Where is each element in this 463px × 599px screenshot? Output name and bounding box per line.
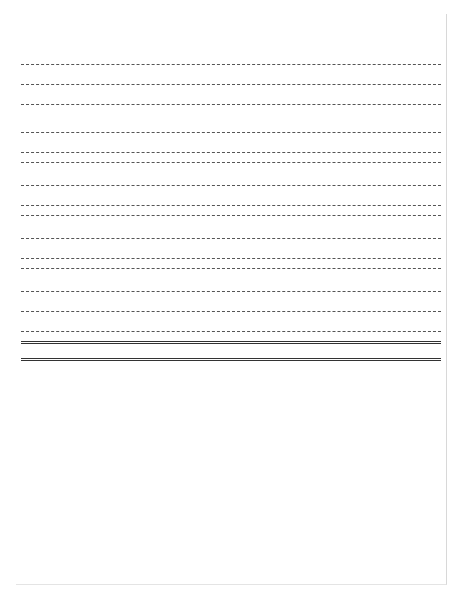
section-subtotal	[21, 334, 441, 339]
section-label-col1	[21, 231, 71, 236]
cell	[267, 251, 313, 256]
cell	[21, 208, 45, 213]
cell	[45, 77, 71, 82]
grand-total	[21, 346, 441, 356]
summary-qty	[155, 165, 191, 170]
cell	[155, 155, 171, 160]
summary-currency	[401, 271, 463, 276]
summary-amount	[287, 218, 333, 223]
cell	[71, 261, 125, 266]
column-header-rule	[21, 311, 441, 312]
cell	[71, 155, 125, 160]
section-label-row	[21, 231, 441, 236]
report-sheet	[21, 14, 441, 372]
summary-count	[191, 334, 287, 339]
summary-total	[333, 218, 401, 223]
section-label-row	[21, 284, 441, 289]
cell	[267, 198, 313, 203]
cell	[267, 261, 313, 266]
summary-count	[191, 165, 287, 170]
section-label-col1	[21, 284, 71, 289]
cell	[171, 155, 217, 160]
cell	[313, 324, 329, 329]
summary-count	[191, 271, 287, 276]
cell	[381, 77, 425, 82]
cell	[217, 77, 267, 82]
column-headers	[21, 299, 441, 309]
cell	[171, 145, 217, 150]
cell	[217, 261, 267, 266]
table-row	[21, 208, 441, 213]
cell	[313, 261, 329, 266]
cell	[329, 145, 381, 150]
summary-label	[21, 165, 155, 170]
cell	[267, 155, 313, 160]
cell	[217, 304, 267, 309]
cell	[45, 324, 71, 329]
cell	[171, 97, 217, 102]
cell	[171, 77, 217, 82]
cell	[155, 97, 171, 102]
summary-label	[21, 112, 155, 117]
report-subtitle	[21, 44, 441, 49]
summary-total	[333, 165, 401, 170]
cost-centre-section	[21, 125, 441, 170]
cell	[171, 324, 217, 329]
cell	[45, 304, 71, 309]
summary-qty	[155, 112, 191, 117]
report-sections	[21, 57, 441, 339]
cell	[125, 198, 155, 203]
cell	[381, 304, 425, 309]
subtotal-rule	[21, 215, 441, 216]
cell	[45, 97, 71, 102]
cell	[171, 251, 217, 256]
cell	[21, 261, 45, 266]
cell	[125, 97, 155, 102]
cell	[125, 304, 155, 309]
summary-label	[21, 271, 155, 276]
subtotal-rule	[21, 104, 441, 105]
section-label-rule	[21, 132, 441, 133]
summary-total	[333, 334, 401, 339]
section-label-row	[21, 57, 441, 62]
section-subtotal	[21, 112, 441, 117]
cell	[21, 304, 45, 309]
section-label-rule	[21, 185, 441, 186]
summary-qty	[155, 218, 191, 223]
summary-label	[21, 334, 155, 339]
cell	[125, 324, 155, 329]
summary-label	[21, 351, 155, 356]
cell	[125, 145, 155, 150]
column-header-rule	[21, 84, 441, 85]
cell	[155, 304, 171, 309]
section-label-row	[21, 178, 441, 183]
cell	[217, 198, 267, 203]
cell	[71, 324, 125, 329]
summary-qty	[155, 334, 191, 339]
summary-count	[191, 112, 287, 117]
cell	[217, 251, 267, 256]
cell	[313, 155, 329, 160]
cell	[155, 145, 171, 150]
summary-total	[333, 271, 401, 276]
table-row	[21, 97, 441, 102]
section-label-col1	[21, 178, 71, 183]
cost-centre-section	[21, 57, 441, 117]
cell	[313, 77, 329, 82]
header-meta-row	[291, 24, 441, 29]
summary-amount	[287, 334, 333, 339]
section-label-rule	[21, 64, 441, 65]
column-header-line-2	[21, 77, 441, 82]
cell	[45, 208, 71, 213]
section-label-col1	[21, 57, 71, 62]
cell	[329, 251, 381, 256]
cell	[267, 208, 313, 213]
cell	[155, 198, 171, 203]
cell	[125, 251, 155, 256]
section-label-rule	[21, 238, 441, 239]
subtotal-rule	[21, 331, 441, 332]
footer-note	[21, 367, 441, 372]
cell	[45, 261, 71, 266]
cell	[217, 97, 267, 102]
cell	[329, 304, 381, 309]
cell	[381, 261, 425, 266]
header-meta-key	[291, 24, 355, 29]
cell	[313, 304, 329, 309]
section-subtotal	[21, 271, 441, 276]
cell	[155, 251, 171, 256]
cell	[381, 324, 425, 329]
column-headers	[21, 72, 441, 82]
report-header	[21, 14, 441, 36]
cell	[329, 261, 381, 266]
cell	[71, 208, 125, 213]
cell	[125, 208, 155, 213]
table-row	[21, 324, 441, 329]
column-header-line-2	[21, 145, 441, 150]
cell	[313, 198, 329, 203]
cell	[329, 324, 381, 329]
section-subtotal	[21, 218, 441, 223]
subtotal-rule	[21, 162, 441, 163]
summary-count	[191, 218, 287, 223]
column-headers	[21, 193, 441, 203]
cell	[313, 97, 329, 102]
cell	[71, 251, 125, 256]
cell	[313, 208, 329, 213]
section-subtotal	[21, 165, 441, 170]
column-header-line-2	[21, 304, 441, 309]
column-header-line-2	[21, 251, 441, 256]
summary-currency	[401, 112, 463, 117]
cell	[21, 251, 45, 256]
cell	[329, 208, 381, 213]
summary-currency	[401, 165, 463, 170]
summary-currency	[401, 218, 463, 223]
cell	[217, 145, 267, 150]
summary-qty	[155, 351, 191, 356]
cell	[155, 324, 171, 329]
header-meta-value	[355, 24, 441, 29]
summary-amount	[287, 351, 333, 356]
summary-total	[333, 112, 401, 117]
cell	[171, 304, 217, 309]
column-header-rule	[21, 258, 441, 259]
summary-currency	[401, 334, 463, 339]
summary-qty	[155, 271, 191, 276]
summary-amount	[287, 165, 333, 170]
section-label-col1	[21, 125, 71, 130]
cell	[171, 261, 217, 266]
cell	[381, 155, 425, 160]
cell	[155, 77, 171, 82]
cell	[313, 251, 329, 256]
cell	[45, 155, 71, 160]
cell	[21, 198, 45, 203]
cell	[125, 77, 155, 82]
subtotal-rule	[21, 268, 441, 269]
summary-label	[21, 218, 155, 223]
cell	[21, 155, 45, 160]
table-row	[21, 155, 441, 160]
cell	[125, 155, 155, 160]
summary-total	[333, 351, 401, 356]
cell	[381, 198, 425, 203]
cell	[21, 324, 45, 329]
report-page	[16, 14, 447, 585]
column-header-rule	[21, 205, 441, 206]
cell	[381, 251, 425, 256]
cell	[329, 198, 381, 203]
summary-currency	[401, 351, 463, 356]
cell	[267, 97, 313, 102]
cell	[329, 97, 381, 102]
cell	[71, 97, 125, 102]
header-right	[291, 14, 441, 29]
cell	[71, 198, 125, 203]
cell	[313, 145, 329, 150]
cell	[267, 324, 313, 329]
cell	[21, 77, 45, 82]
cell	[21, 97, 45, 102]
cell	[267, 304, 313, 309]
cell	[217, 155, 267, 160]
cell	[171, 208, 217, 213]
section-label-rule	[21, 291, 441, 292]
cell	[71, 304, 125, 309]
column-header-rule	[21, 152, 441, 153]
cost-centre-section	[21, 284, 441, 339]
cell	[125, 261, 155, 266]
cell	[155, 208, 171, 213]
cell	[381, 97, 425, 102]
cell	[267, 145, 313, 150]
column-headers	[21, 246, 441, 256]
cell	[155, 261, 171, 266]
cost-centre-section	[21, 178, 441, 223]
cell	[45, 145, 71, 150]
cell	[71, 145, 125, 150]
column-header-line-2	[21, 198, 441, 203]
cell	[267, 77, 313, 82]
cell	[21, 145, 45, 150]
cell	[329, 77, 381, 82]
summary-amount	[287, 112, 333, 117]
cell	[217, 324, 267, 329]
column-headers	[21, 140, 441, 150]
grand-total-rule-bottom	[21, 358, 441, 361]
cell	[381, 145, 425, 150]
summary-amount	[287, 271, 333, 276]
grand-total-rule	[21, 341, 441, 344]
cell	[45, 251, 71, 256]
section-label-row	[21, 125, 441, 130]
cell	[171, 198, 217, 203]
cell	[217, 208, 267, 213]
cell	[45, 198, 71, 203]
cell	[329, 155, 381, 160]
cost-centre-section	[21, 231, 441, 276]
cell	[381, 208, 425, 213]
cell	[71, 77, 125, 82]
table-row	[21, 261, 441, 266]
grand-total-row	[21, 351, 441, 356]
summary-count	[191, 351, 287, 356]
